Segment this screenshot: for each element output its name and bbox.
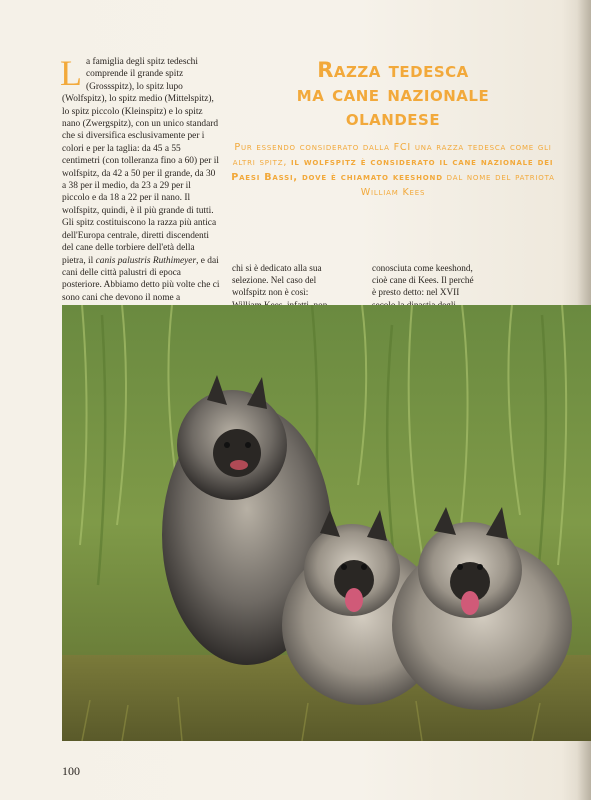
- page-number: 100: [62, 764, 80, 778]
- article-heading: [226, 58, 560, 130]
- heading-line-3: olandese: [345, 106, 441, 130]
- photo-illustration: [62, 305, 591, 741]
- subtitle-normal-1: Pur essendo considerato dalla FCI una razza tedesca come gli altri spitz,: [232, 142, 552, 168]
- intro-paragraph: [60, 53, 220, 304]
- drop-cap: L: [60, 53, 82, 93]
- body-column-2: chi si è dedicato alla sua selezione. Nel caso del wolfspitz non è così:: [232, 263, 322, 298]
- intro-text-1: a famiglia degli spitz tedeschi comprende il grande spitz (Grossspitz), lo spitz lupo (Wolfspitz), lo spitz medio (Mittelspitz), lo spitz piccolo (Kleinspitz) e lo spitz nano (Zwergspitz), con un unico standard che si diversifica esclusivamente per i colori e per la taglia: da 45 a 55 centimetri (con tolleranza fino a 60) per il wolfspitz, da 42 a 50 per il grande, da 30 a 38 per il medio, da 23 a 29 per il piccolo e da 18 a 22 per il nano. Il wolfspitz, quindi, è il più grande di tutti. Gli spitz costituiscono la razza più antica dell'Europa centrale, diretti discendenti del cane delle torbiere dell'età della pietra, il: [62, 57, 219, 266]
- heading-line-1: Razza tedesca: [317, 58, 469, 82]
- heading-line-2: ma cane nazionale: [296, 82, 490, 106]
- keeshond-dogs-photo: [62, 305, 591, 741]
- intro-italic: canis palustris Ruthimeyer: [95, 255, 197, 266]
- subtitle-normal-2: dal nome del patriota William Kees: [360, 172, 555, 198]
- intro-text-2: , e dai cani delle città palustri di epoca posteriore. Abbiamo detto più volte che ci sono cani che devono il nome a: [62, 255, 220, 303]
- body-column-3: conosciuta come keeshond, cioè cane di Kees. Il perché è presto detto: nel XVII: [372, 263, 474, 298]
- article-subtitle: [226, 140, 560, 200]
- subtitle-bold: il wolfspitz è considerato il cane nazionale dei Paesi Bassi, dove è chiamato keeshond: [231, 157, 554, 183]
